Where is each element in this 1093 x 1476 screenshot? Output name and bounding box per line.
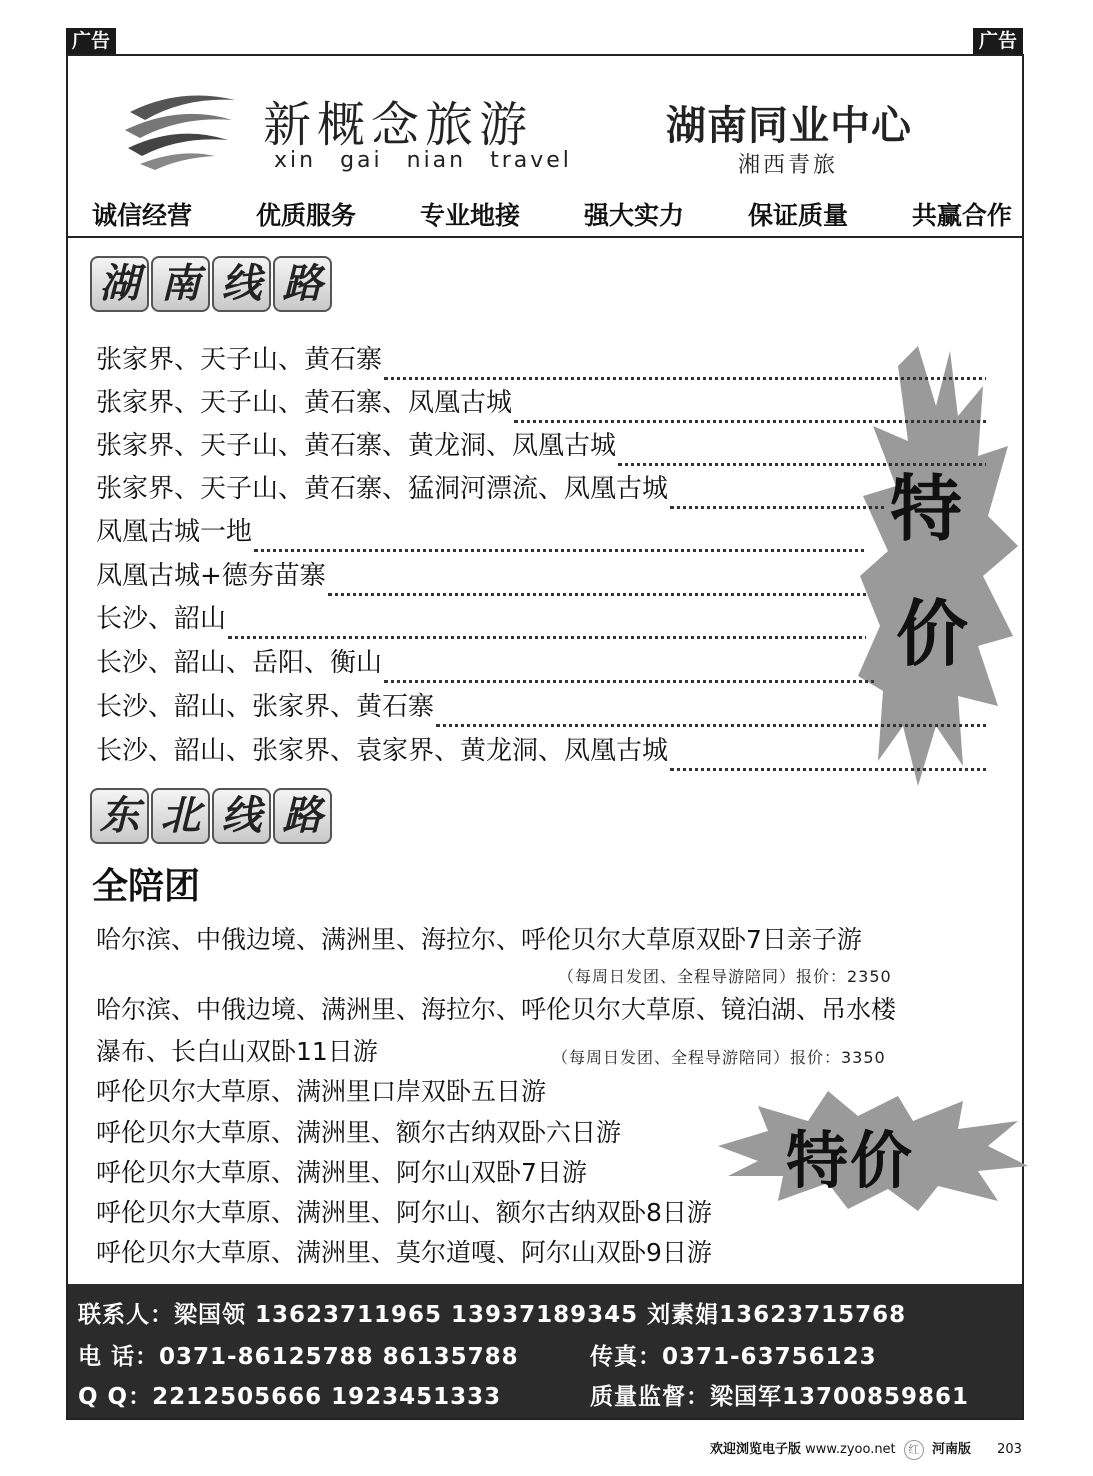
route-item: 凤凰古城+德夯苗寨: [96, 556, 866, 596]
ad-tag-right: 广告: [973, 28, 1023, 54]
title-char: 北: [151, 788, 210, 844]
route-item: 呼伦贝尔大草原、满洲里、阿尔山双卧7日游: [96, 1158, 587, 1187]
price-note: （每周日发团、全程导游陪同）报价：2350: [558, 967, 892, 986]
special-price-char: 特: [890, 467, 963, 551]
title-char: 路: [273, 788, 332, 844]
slogan: 保证质量: [747, 201, 848, 230]
center-subtitle: 湘西青旅: [738, 153, 839, 178]
qq-line: Q Q：2212505666 1923451333: [78, 1384, 502, 1410]
ad-header: [68, 56, 1022, 238]
route-item: 长沙、韶山: [96, 599, 866, 639]
footer-logo-icon: 红: [904, 1440, 924, 1460]
special-price-char: 价: [896, 592, 969, 676]
slogan: 强大实力: [583, 201, 684, 230]
phone-line: 电 话：0371-86125788 86135788: [78, 1344, 519, 1370]
footer-welcome: 欢迎浏览电子版: [710, 1442, 802, 1457]
title-char: 路: [273, 256, 332, 312]
title-char: 南: [151, 256, 210, 312]
title-char: 线: [212, 788, 271, 844]
route-item: 呼伦贝尔大草原、满洲里口岸双卧五日游: [96, 1077, 547, 1106]
contact-persons: 联系人：梁国领 13623711965 13937189345 刘素娟13623715768: [78, 1302, 907, 1328]
footer-edition: 河南版: [931, 1442, 971, 1457]
title-char: 湖: [90, 256, 149, 312]
footer-site: www.zyoo.net: [805, 1442, 896, 1457]
slogan-row: [92, 196, 1012, 232]
route-item: 哈尔滨、中俄边境、满洲里、海拉尔、呼伦贝尔大草原双卧7日亲子游: [96, 925, 862, 954]
slogan: 优质服务: [255, 201, 356, 230]
route-item: 呼伦贝尔大草原、满洲里、阿尔山、额尔古纳双卧8日游: [96, 1198, 712, 1227]
route-item: 长沙、韶山、岳阳、衡山: [96, 643, 876, 683]
route-item: 哈尔滨、中俄边境、满洲里、海拉尔、呼伦贝尔大草原、镜泊湖、吊水楼: [96, 995, 897, 1024]
route-item: 长沙、韶山、张家界、袁家界、黄龙洞、凤凰古城: [96, 731, 986, 771]
route-item: 张家界、天子山、黄石寨、凤凰古城: [96, 383, 986, 423]
route-item: 张家界、天子山、黄石寨、猛洞河漂流、凤凰古城: [96, 469, 886, 509]
swirl-logo-icon: [120, 82, 240, 172]
route-item: 张家界、天子山、黄石寨: [96, 340, 986, 380]
page-footer: [710, 1438, 1022, 1460]
route-item: 呼伦贝尔大草原、满洲里、额尔古纳双卧六日游: [96, 1118, 622, 1147]
slogan: 诚信经营: [92, 201, 193, 230]
fax-line: 传真：0371-63756123: [590, 1344, 877, 1370]
route-item: 凤凰古城一地: [96, 512, 866, 552]
route-item: 张家界、天子山、黄石寨、黄龙洞、凤凰古城: [96, 426, 986, 466]
route-item: 瀑布、长白山双卧11日游: [96, 1037, 378, 1066]
group-tour-title: 全陪团: [92, 866, 201, 907]
brand-name-en: xin gai nian travel: [274, 148, 572, 173]
brand-name-cn: 新概念旅游: [263, 97, 534, 153]
center-title: 湖南同业中心: [666, 103, 912, 149]
quality-supervision-line: 质量监督：梁国军13700859861: [590, 1384, 970, 1410]
advertisement-frame: [66, 54, 1024, 1420]
title-char: 东: [90, 788, 149, 844]
northeast-section-title: [90, 788, 332, 844]
ad-tag-left: 广告: [66, 28, 116, 54]
slogan: 共赢合作: [911, 201, 1012, 230]
special-price-badge: 特价: [786, 1124, 915, 1197]
route-item: 长沙、韶山、张家界、黄石寨: [96, 687, 986, 727]
route-item: 呼伦贝尔大草原、满洲里、莫尔道嘎、阿尔山双卧9日游: [96, 1238, 712, 1267]
slogan: 专业地接: [419, 201, 520, 230]
price-note: （每周日发团、全程导游陪同）报价：3350: [552, 1048, 886, 1067]
page-number: 203: [997, 1442, 1022, 1457]
contact-panel: [68, 1284, 1022, 1418]
hunan-section-title: [90, 256, 332, 312]
title-char: 线: [212, 256, 271, 312]
